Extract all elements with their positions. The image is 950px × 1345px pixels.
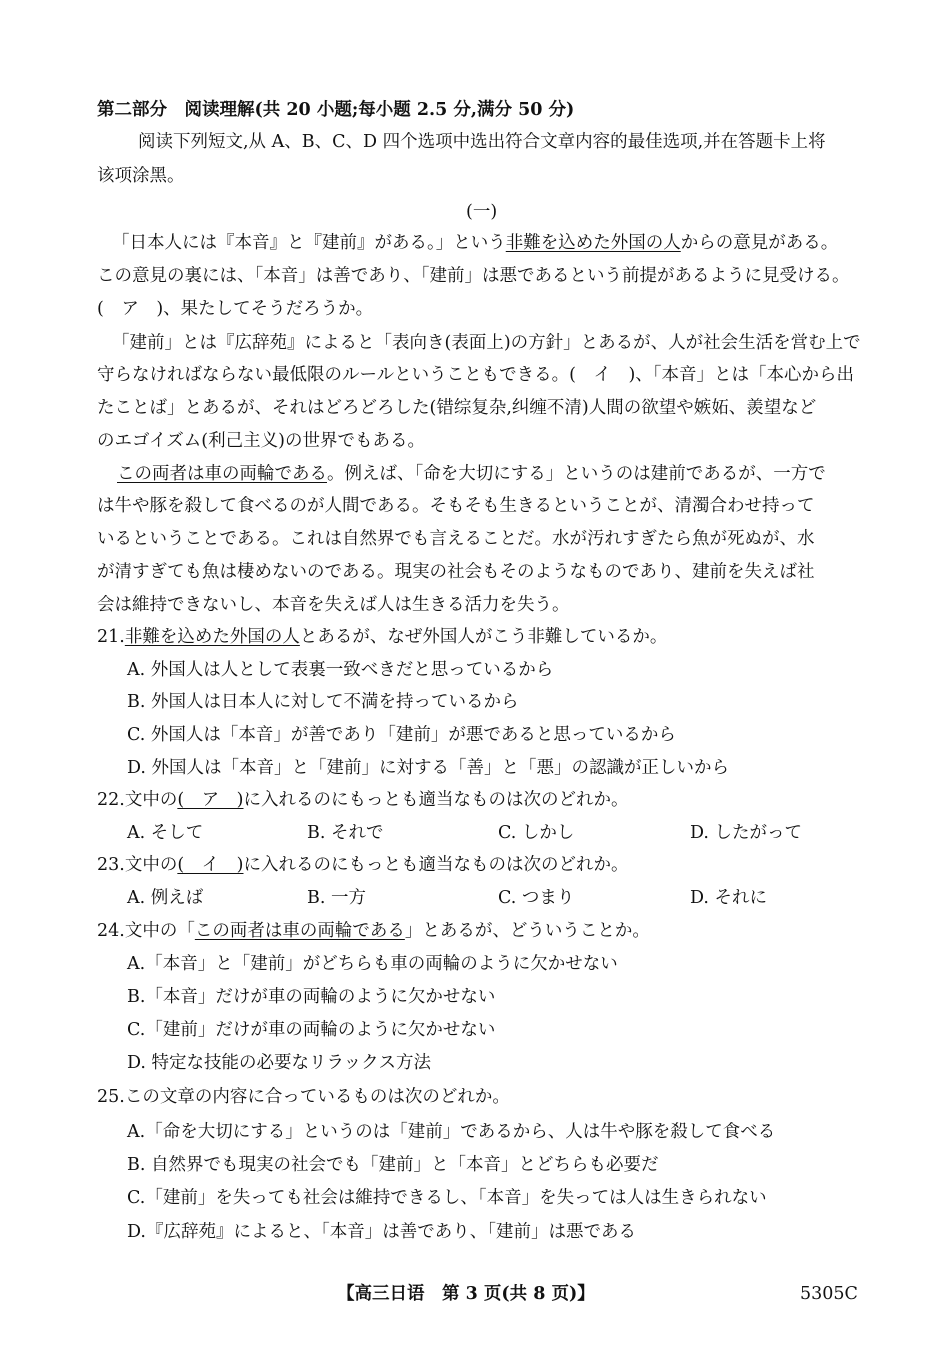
- question-23-option-a: A. 例えば: [127, 888, 204, 908]
- question-25-option-a: A.「命を大切にする」というのは「建前」であるから、人は牛や豚を殺して食べる: [127, 1122, 776, 1142]
- underlined-phrase-two-wheels: この両者は車の両輪である: [117, 464, 327, 484]
- question-22-option-b: B. それで: [307, 823, 384, 843]
- question-21-option-d: D. 外国人は「本音」と「建前」に対する「善」と「悪」の認識が正しいから: [127, 758, 730, 778]
- question-25-option-b: B. 自然界でも現実の社会でも「建前」と「本音」とどちらも必要だ: [127, 1155, 659, 1175]
- passage-p3-line-5: 会は維持できないし、本音を失えば人は生きる活力を失う。: [97, 595, 570, 615]
- question-21-option-c: C. 外国人は「本音」が善であり「建前」が悪であると思っているから: [127, 725, 676, 745]
- question-23-stem: 23.文中の( イ )に入れるのにもっとも適当なものは次のどれか。: [97, 855, 629, 875]
- question-25-stem: 25.この文章の内容に合っているものは次のどれか。: [97, 1087, 510, 1107]
- passage-p2-line-2: 守らなければならない最低限のルールということもできる。( イ )、「本音」とは「本心から出: [97, 365, 855, 385]
- passage-p1-line-1: 「日本人には『本音』と『建前』がある。」という非難を込めた外国の人からの意見がある。: [112, 233, 839, 253]
- question-21-stem: 21.非難を込めた外国の人とあるが、なぜ外国人がこう非難しているか。: [97, 627, 668, 647]
- page-footer-code: 5305C: [800, 1284, 858, 1304]
- page-footer-label: 【高三日语 第 3 页(共 8 页)】: [337, 1284, 595, 1304]
- passage-p2-line-1: 「建前」とは『広辞苑』によると「表向き(表面上)の方針」とあるが、人が社会生活を営む上で: [112, 333, 861, 353]
- passage-p3-line-2: は牛や豚を殺して食べるのが人間である。そもそも生きるということが、清濁合わせ持って: [97, 496, 815, 516]
- question-25-option-c: C.「建前」を失っても社会は維持できるし、「本音」を失っては人は生きられない: [127, 1188, 767, 1208]
- passage-p2-line-3: たことば」とあるが、それはどろどろした(错综复杂,纠缠不清)人間の欲望や嫉妬、羨望など: [97, 398, 817, 418]
- instruction-line-2: 该项涂黑。: [97, 166, 185, 186]
- passage-p3-line-1: この両者は車の両輪である。例えば、「命を大切にする」というのは建前であるが、一方で: [117, 464, 826, 484]
- question-22-option-d: D. したがって: [690, 823, 803, 843]
- passage-p1-line-3: ( ア )、果たしてそうだろうか。: [97, 299, 374, 319]
- underlined-phrase-foreign-criticism: 非難を込めた外国の人: [505, 233, 681, 253]
- passage-p3-line-3: いるということである。これは自然界でも言えることだ。水が汚れすぎたら魚が死ぬが、水: [97, 529, 815, 549]
- question-24-stem: 24.文中の「この両者は車の両輪である」とあるが、どういうことか。: [97, 921, 650, 941]
- question-23-option-d: D. それに: [690, 888, 768, 908]
- question-24-option-a: A.「本音」と「建前」がどちらも車の両輪のように欠かせない: [127, 954, 618, 974]
- question-21-option-a: A. 外国人は人として表裏一致べきだと思っているから: [127, 660, 554, 680]
- question-21-option-b: B. 外国人は日本人に対して不満を持っているから: [127, 692, 519, 712]
- question-22-stem: 22.文中の( ア )に入れるのにもっとも適当なものは次のどれか。: [97, 790, 629, 810]
- question-24-option-b: B.「本音」だけが車の両輪のように欠かせない: [127, 987, 496, 1007]
- passage-p2-line-4: のエゴイズム(利己主义)の世界でもある。: [97, 431, 425, 451]
- question-23-option-b: B. 一方: [307, 888, 366, 908]
- instruction-line-1: 阅读下列短文,从 A、B、C、D 四个选项中选出符合文章内容的最佳选项,并在答题卡上将: [138, 132, 826, 152]
- section-header: 第二部分 阅读理解(共 20 小题;每小题 2.5 分,满分 50 分): [97, 100, 575, 120]
- passage-p3-line-4: が清すぎても魚は棲めないのである。現実の社会もそのようなものであり、建前を失えば社: [97, 562, 815, 582]
- question-24-option-c: C.「建前」だけが車の両輪のように欠かせない: [127, 1020, 496, 1040]
- question-22-option-c: C. しかし: [498, 823, 575, 843]
- passage-p1-line-2: この意見の裏には、「本音」は善であり、「建前」は悪であるという前提があるように見受ける。: [97, 266, 850, 286]
- passage-number: (一): [466, 202, 498, 222]
- question-25-option-d: D.『広辞苑』によると、「本音」は善であり、「建前」は悪である: [127, 1222, 636, 1242]
- question-24-option-d: D. 特定な技能の必要なリラックス方法: [127, 1053, 432, 1073]
- question-22-option-a: A. そして: [127, 823, 204, 843]
- question-23-option-c: C. つまり: [498, 888, 575, 908]
